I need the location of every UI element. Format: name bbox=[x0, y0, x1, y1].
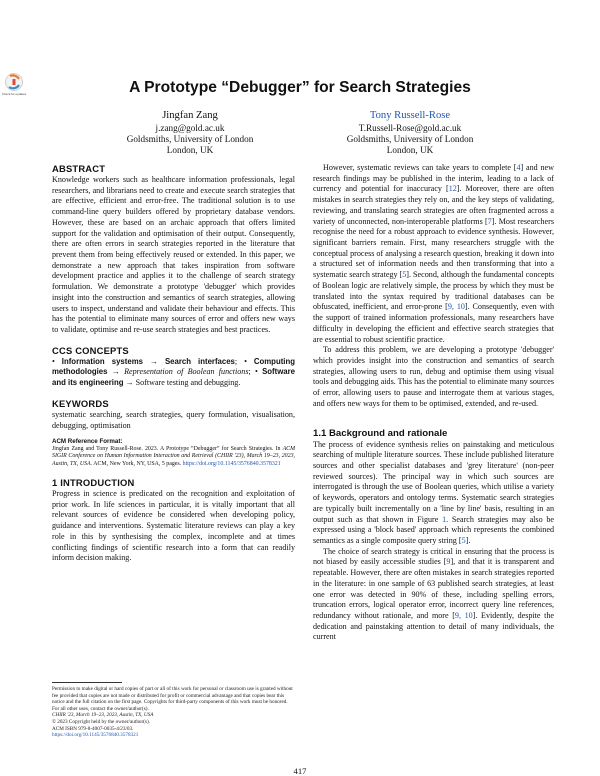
paragraph: To address this problem, we are developing a prototype 'debugger' which provides insight into the construction and semantics of search strategies, allowing users to run, debug and optimise them using visual tools and debugging aids. This has the potential to eliminate many sources of error, allowing users to pause and interrogate them at various stages, and offers new ways for them to be optimised, extended, and re-used. bbox=[313, 345, 554, 408]
author-affiliation: Goldsmiths, University of London bbox=[346, 133, 474, 144]
ccs-heading: CCS CONCEPTS bbox=[52, 344, 129, 356]
author-block-2 bbox=[310, 110, 510, 156]
copyright-line: © 2023 Copyright held by the owner/author(s). bbox=[52, 718, 151, 725]
figure-link[interactable]: 1 bbox=[442, 514, 447, 524]
author-location: London, UK bbox=[166, 144, 214, 155]
paragraph: The choice of search strategy is critical in ensuring that the process is not biased by easily accessible studies [9], and that it is transparent and repeatable. However, there are often mistakes in search strategies reported in the literature: in one sample of 63 published search strategies, at least one error was detected in 90% of these, including spelling errors, truncation errors, logical operator error, incorrect query line references, redundancy without rationale, and more [9, 10]. Evidently, despite the dedication and painstaking attention to detail of many individuals, the current bbox=[313, 546, 555, 642]
keywords-text: systematic searching, search strategies, query formulation, visualisation, debugging, optimisation bbox=[52, 409, 295, 430]
footer-divider bbox=[52, 682, 122, 683]
svg-text:Check for updates: Check for updates bbox=[2, 92, 26, 96]
citation-link[interactable]: 4 bbox=[516, 163, 521, 172]
permission-notice: Permission to make digital or hard copies of part or all of this work for personal or classroom use is granted without fee provided that copies are not made or distributed for profit or commercial advantage and that copies bear this notice and the full citation on the first page. Copyrights for third-party components of this work must be honored. For all other uses, contact the owner/author(s). bbox=[52, 686, 293, 712]
acm-reference-label: ACM Reference Format: bbox=[52, 438, 123, 446]
author-location: London, UK bbox=[386, 144, 434, 155]
background-heading: 1.1 Background and rationale bbox=[313, 427, 448, 439]
paper-title: A Prototype “Debugger” for Search Strategies bbox=[129, 79, 471, 96]
introduction-text: Progress in science is predicated on the recognition and exploitation of prior work. In life sciences in particular, it is vitally important that all relevant sources of evidence be considered when developing policy, guidance and interventions. Systematic literature reviews can play a key role in this by synthesising the complex, incomplete and at times conflicting findings of scientific research into a form that can readily inform decision making. bbox=[52, 489, 295, 563]
author-affiliation: Goldsmiths, University of London bbox=[126, 133, 254, 144]
conference-line: CHIIR '23, March 19–23, 2023, Austin, TX, USA bbox=[52, 712, 154, 719]
ccs-concepts: • Information systems → Search interfaces; • Computing methodologies → Representation of Boolean functions; • Software and its engineering → Software testing and debugging. bbox=[52, 356, 295, 388]
citation-link[interactable]: 9, 10 bbox=[447, 302, 465, 312]
citation-link[interactable]: 5 bbox=[461, 536, 466, 545]
keywords-heading: KEYWORDS bbox=[52, 397, 109, 409]
doi-link[interactable]: https://doi.org/10.1145/3576840.3578321 bbox=[182, 460, 281, 467]
citation-link[interactable]: 12 bbox=[448, 184, 457, 194]
paragraph: The process of evidence synthesis relies on painstaking and meticulous searching of multiple literature sources. These include published literature sources and other specialist databases and 'grey literature' (non-peer reviewed sources). The principal way in which such sources are interrogated is through the use of Boolean queries, which utilise a variety of keywords, operators and ontology terms. Systematic search strategies are typically built incrementally on a 'line by line' basis, resulting in an output such as that shown in Figure 1. Search strategies may also be expressed using a 'block based' approach which represents the combined semantics as a single composite query string [5]. bbox=[313, 439, 554, 545]
footer-doi-link[interactable]: https://doi.org/10.1145/3576840.3578321 bbox=[52, 732, 139, 739]
author-block-1 bbox=[90, 110, 290, 156]
abstract-text: Knowledge workers such as healthcare information professionals, legal researchers, and librarians need to create and execute search strategies that are effective, efficient and error-free. The traditional solution is to use command-line query builders offered by proprietary database vendors. However, these are based on an archaic approach that offers limited support for the validation and optimisation of their output. Consequently, there are often errors in search strategies reported in the literature that prevent them from being effectively reused or extended. In this paper, we demonstrate a new approach that takes inspiration from software development practice and applies it to the challenge of search strategy formulation. We demonstrate a prototype 'debugger' which provides insight into the construction and semantics of search strategies, allowing users to inspect, understand and validate their behaviour and effects. This has the potential to eliminate many sources of error and offers new ways to validate, optimise and re-use search strategies and best practices. bbox=[52, 175, 295, 335]
author-name: Jingfan Zang bbox=[162, 110, 218, 121]
author-email: T.Russell-Rose@gold.ac.uk bbox=[358, 122, 462, 133]
abstract-heading: ABSTRACT bbox=[52, 163, 106, 174]
introduction-heading: 1 INTRODUCTION bbox=[52, 477, 135, 489]
citation-link[interactable]: 5 bbox=[402, 270, 407, 280]
acm-reference-text: Jingfan Zang and Tony Russell-Rose. 2023. A Prototype “Debugger” for Search Strategies. In ACM SIGIR Conference on Human Information Interaction and Retrieval (CHIIR '23), March 19–23, 2023, Austin, TX, USA. ACM, New York, NY, USA, 5 pages. https://doi.org/10.1145/3576840.3578321 bbox=[52, 445, 295, 467]
citation-link[interactable]: 7 bbox=[487, 216, 492, 226]
permission-footer bbox=[52, 682, 295, 739]
author-email: j.zang@gold.ac.uk bbox=[155, 122, 225, 133]
paragraph: However, systematic reviews can take years to complete [4] and new research findings may be published in the interim, leading to a lack of currency and potential for inaccuracy [12]. Moreover, there are often mistakes in search strategies they rely on, and the key steps of validating, reviewing, and translating search strategies are often fragmented across a variety of unconnected, non-interoperable platforms [7]. Most researchers recognise the need for a robust approach to evidence synthesis. However, significant barriers remain. First, many researchers struggle with the conceptual process of analysing a research question, breaking it down into a structured set of information needs and then transforming that into a systematic search strategy [5]. Second, although the fundamental concepts of Boolean logic are relatively simple, the process by which they must be translated into the syntax required by traditional databases can be obfuscated, inefficient, and error-prone [9, 10]. Consequently, even with the support of trained information professionals, many researchers have difficulty in developing the efficient and effective search strategies that are essential to robust scientific practice. bbox=[313, 163, 554, 344]
left-column bbox=[52, 163, 295, 564]
right-column bbox=[313, 163, 554, 643]
isbn-line: ACM ISBN 979-8-4007-0035-4/23/03. bbox=[52, 725, 134, 732]
citation-link[interactable]: 9, 10 bbox=[454, 611, 473, 621]
author-name-link[interactable]: Tony Russell-Rose bbox=[369, 110, 451, 121]
citation-link[interactable]: 9 bbox=[446, 557, 451, 567]
page-number: 417 bbox=[293, 766, 307, 776]
